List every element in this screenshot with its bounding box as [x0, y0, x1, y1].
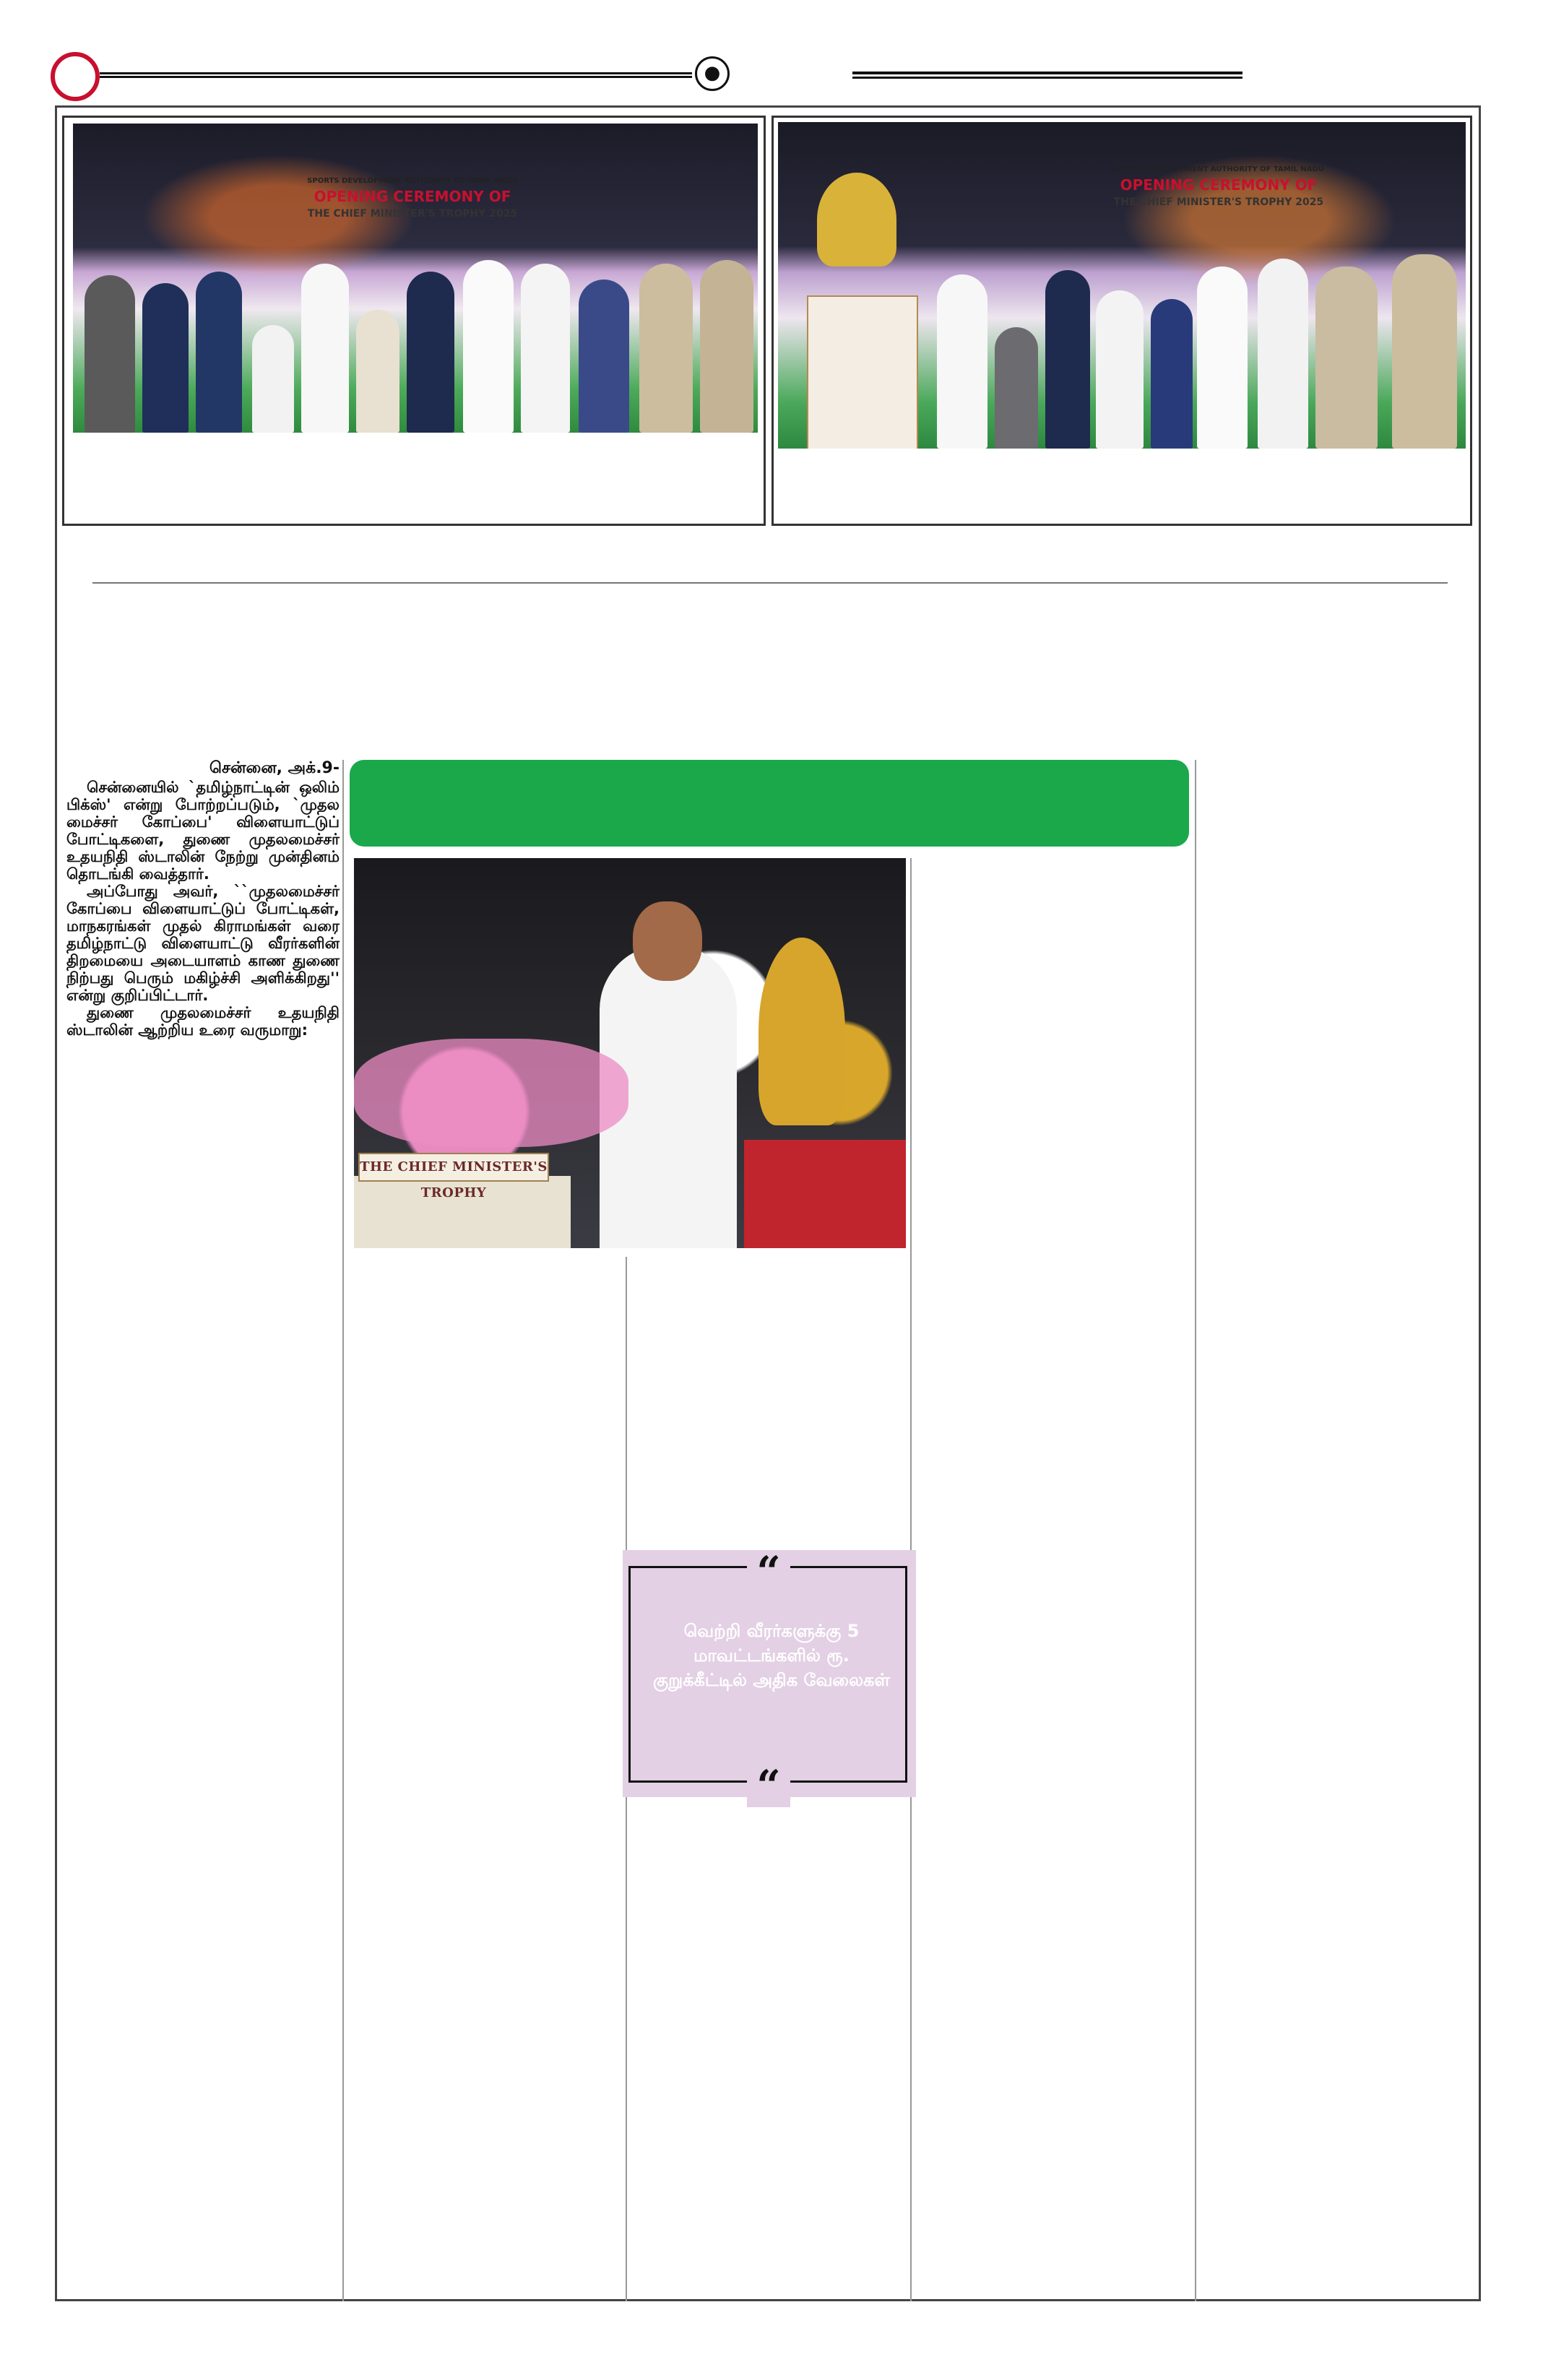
ceremony-photo-right: [778, 122, 1466, 449]
speech-photo: [354, 858, 906, 1248]
pullquote-text: வெற்றி வீரர்களுக்கு 5 மாவட்டங்களில் ரூ. குறுக்கீட்டில் அதிக வேலைகள்: [652, 1621, 891, 1690]
banner-event-text: THE CHIEF MINISTER'S TROPHY 2025: [1113, 196, 1324, 208]
trophy-stand: [744, 1140, 906, 1248]
photo-box-right: [772, 116, 1472, 526]
people-group-left: [73, 241, 758, 433]
banner-title-text: OPENING CEREMONY OF: [1120, 176, 1318, 194]
trophy-image: [758, 938, 845, 1125]
open-quote-icon: “: [747, 1550, 790, 1593]
elephant-emblem-icon: ●: [695, 56, 730, 91]
column-separator-4: [1195, 760, 1196, 2301]
pullquote-frame: [628, 1566, 907, 1783]
podium-label: THE CHIEF MINISTER'S TROPHY: [358, 1153, 549, 1182]
stage-banner-right: [1089, 165, 1349, 230]
headline-banner: [350, 760, 1189, 847]
banner-org-text: SPORTS DEVELOPMENT AUTHORITY OF TAMIL NADU: [307, 177, 518, 185]
banner-org-text: SPORTS DEVELOPMENT AUTHORITY OF TAMIL NADU: [1113, 165, 1324, 173]
article-dateline: சென்னை, அக்.9-: [209, 759, 340, 777]
close-quote-icon: “: [747, 1764, 790, 1807]
banner-event-text: THE CHIEF MINISTER'S TROPHY 2025: [307, 208, 518, 220]
photo-box-left: [62, 116, 766, 526]
masthead-rule-right: [852, 72, 1242, 79]
flower-arrangement: [354, 1039, 628, 1147]
stage-banner-left: [254, 177, 571, 242]
article-paragraph-3: துணை முதலமைச்சர் உதயநிதி ஸ்டாலின் ஆற்றிய உரை வருமாறு:: [66, 1004, 340, 1039]
pullquote-box: [623, 1547, 916, 1810]
article-body: [66, 779, 340, 1039]
column-separator-1: [342, 760, 344, 2301]
masthead-circle-logo: [51, 52, 100, 101]
people-group-right: [778, 246, 1466, 449]
section-divider: [92, 582, 1448, 584]
ceremony-photo-left: [73, 124, 758, 433]
article-paragraph-1: சென்னையில் `தமிழ்நாட்டின் ஒலிம் பிக்ஸ்' என்று போற்றப்படும், `முதல மைச்சர் கோப்பை' விளையாட்டுப் போட்டிகளை, துணை முதலமைச்சர் உதயநிதி ஸ்டாலின் நேற்று முன்தினம் தொடங்கி வைத்தார்.: [66, 779, 340, 883]
masthead-rule-left: [100, 72, 692, 78]
article-paragraph-2: அப்போது அவர், ``முதலமைச்சர் கோப்பை விளையாட்டுப் போட்டிகள், மாநகரங்கள் முதல் கிராமங்கள் வரை தமிழ்நாட்டு விளையாட்டு வீரர்களின் திறமையை அடையாளம் காண துணை நிற்பது பெரும் மகிழ்ச்சி அளிக்கிறது'' என்று குறிப்பிட்டார்.: [66, 883, 340, 1004]
speaker-head: [633, 901, 702, 981]
banner-title-text: OPENING CEREMONY OF: [314, 188, 511, 205]
